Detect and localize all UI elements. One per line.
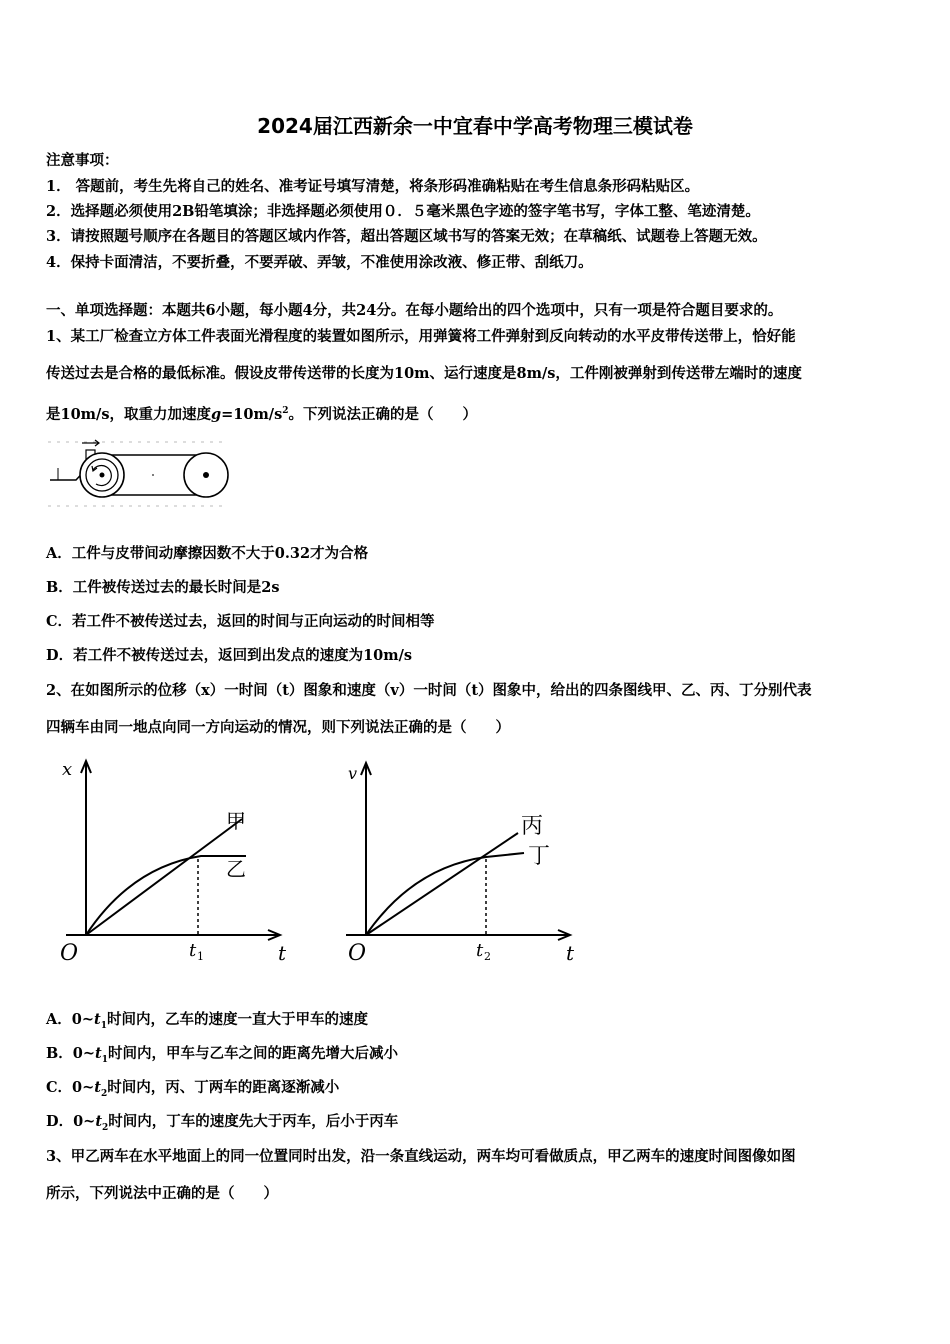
option-subscript: 2 — [100, 1088, 108, 1099]
question-2-line-2: 四辆车由同一地点向同一方向运动的情况，则下列说法正确的是（ ） — [46, 719, 510, 736]
question-2-line-1: 2、在如图所示的位移（x）一时间（t）图象和速度（v）一时间（t）图象中，给出的四条图线甲、乙、丙、丁分别代表 — [46, 682, 812, 699]
option-var-t: t — [95, 1045, 102, 1062]
notice-item-4: 4．保持卡面清洁，不要折叠，不要弄破、弄皱，不准使用涂改液、修正带、刮纸刀。 — [46, 254, 593, 271]
notice-heading: 注意事项： — [46, 152, 119, 169]
option-text: 时间内，甲车与乙车之间的距离先增大后减小 — [107, 1045, 398, 1062]
origin-label: O — [348, 941, 367, 966]
q1-option-b: B．工件被传送过去的最长时间是2s — [46, 579, 280, 596]
question-3-line-2: 所示，下列说法中正确的是（ ） — [46, 1185, 278, 1202]
graph-x-t — [46, 755, 306, 980]
q2-option-c — [46, 1078, 916, 1104]
option-prefix: B．0~ — [46, 1045, 95, 1062]
question-1-line-3 — [46, 401, 916, 425]
tick-label-t1: t — [189, 940, 197, 961]
option-var-t: t — [94, 1079, 101, 1096]
curve-line-jia — [86, 819, 242, 935]
conveyor-figure — [46, 430, 236, 512]
q1-option-a: A．工件与皮带间动摩擦因数不大于0.32才为合格 — [46, 545, 369, 562]
option-text: 时间内，乙车的速度一直大于甲车的速度 — [106, 1011, 368, 1028]
q1-option-c: C．若工件不被传送过去，返回的时间与正向运动的时间相等 — [46, 613, 435, 630]
q2-option-d — [46, 1112, 916, 1138]
left-pulley-axle — [100, 473, 105, 478]
tick-label-t2: t — [476, 940, 484, 961]
q1-var-g: g — [210, 405, 222, 423]
option-prefix: D．0~ — [46, 1113, 96, 1130]
section-heading: 一、单项选择题：本题共6小题，每小题4分，共24分。在每小题给出的四个选项中，只有一项是符合题目要求的。 — [46, 302, 783, 319]
notice-item-3: 3．请按照题号顺序在各题目的答题区域内作答，超出答题区域书写的答案无效；在草稿纸、试题卷上答题无效。 — [46, 228, 767, 245]
right-pulley-axle — [203, 472, 209, 478]
curve-label-ding: 丁 — [528, 844, 551, 869]
question-1-line-1: 1、某工厂检查立方体工件表面光滑程度的装置如图所示，用弹簧将工件弹射到反向转动的水平皮带传送带上，恰好能 — [46, 328, 796, 345]
curve-label-yi: 乙 — [226, 857, 246, 881]
option-prefix: A．0~ — [46, 1011, 94, 1028]
option-var-t: t — [95, 1113, 103, 1130]
q1-text-post: 。下列说法正确的是（ ） — [288, 405, 478, 423]
option-subscript: 1 — [101, 1054, 108, 1065]
option-subscript: 2 — [102, 1122, 109, 1133]
figure-center-dot — [152, 474, 154, 476]
option-text: 时间内，丁车的速度先大于丙车，后小于丙车 — [108, 1113, 399, 1130]
q1-text-mid: =10m/s — [221, 405, 283, 423]
q1-superscript: 2 — [282, 406, 289, 416]
curve-line-ding — [366, 853, 524, 935]
question-1-line-2: 传送过去是合格的最低标准。假设皮带传送带的长度为10m、运行速度是8m/s，工件刚被弹射到传送带左端时的速度 — [46, 365, 802, 382]
origin-label: O — [60, 941, 79, 966]
tick-label-t1-sub: 1 — [197, 950, 204, 963]
q1-text-pre: 是10m/s，取重力加速度 — [46, 405, 211, 423]
notice-item-1: 1． 答题前，考生先将自己的姓名、准考证号填写清楚，将条形码准确粘贴在考生信息条形码粘贴区。 — [46, 178, 700, 195]
y-axis-label: x — [62, 759, 73, 780]
q2-option-a — [46, 1010, 916, 1036]
q2-option-b — [46, 1044, 916, 1070]
graph-v-t — [318, 755, 588, 980]
q1-option-d: D．若工件不被传送过去，返回到出发点的速度为10m/s — [46, 647, 413, 664]
curve-label-bing: 丙 — [521, 814, 544, 839]
curve-label-jia: 甲 — [226, 809, 246, 833]
option-var-t: t — [94, 1011, 101, 1028]
question-3-line-1: 3、甲乙两车在水平地面上的同一位置同时出发，沿一条直线运动，两车均可看做质点，甲乙两车的速度时间图像如图 — [46, 1148, 796, 1165]
curve-line-bing — [366, 833, 518, 935]
curve-line-yi — [86, 856, 246, 935]
x-axis-label: t — [278, 941, 287, 965]
tick-label-t2-sub: 2 — [484, 950, 491, 963]
option-prefix: C．0~ — [46, 1079, 95, 1096]
page-title: 2024届江西新余一中宜春中学高考物理三模试卷 — [257, 114, 693, 138]
x-axis-label: t — [566, 941, 575, 965]
option-text: 时间内，丙、丁两车的距离逐渐减小 — [107, 1079, 340, 1096]
notice-item-2: 2．选择题必须使用2B铅笔填涂；非选择题必须使用０．５毫米黑色字迹的签字笔书写，字体工整、笔迹清楚。 — [46, 203, 760, 220]
option-subscript: 1 — [100, 1020, 107, 1031]
y-axis-label: v — [348, 764, 358, 783]
